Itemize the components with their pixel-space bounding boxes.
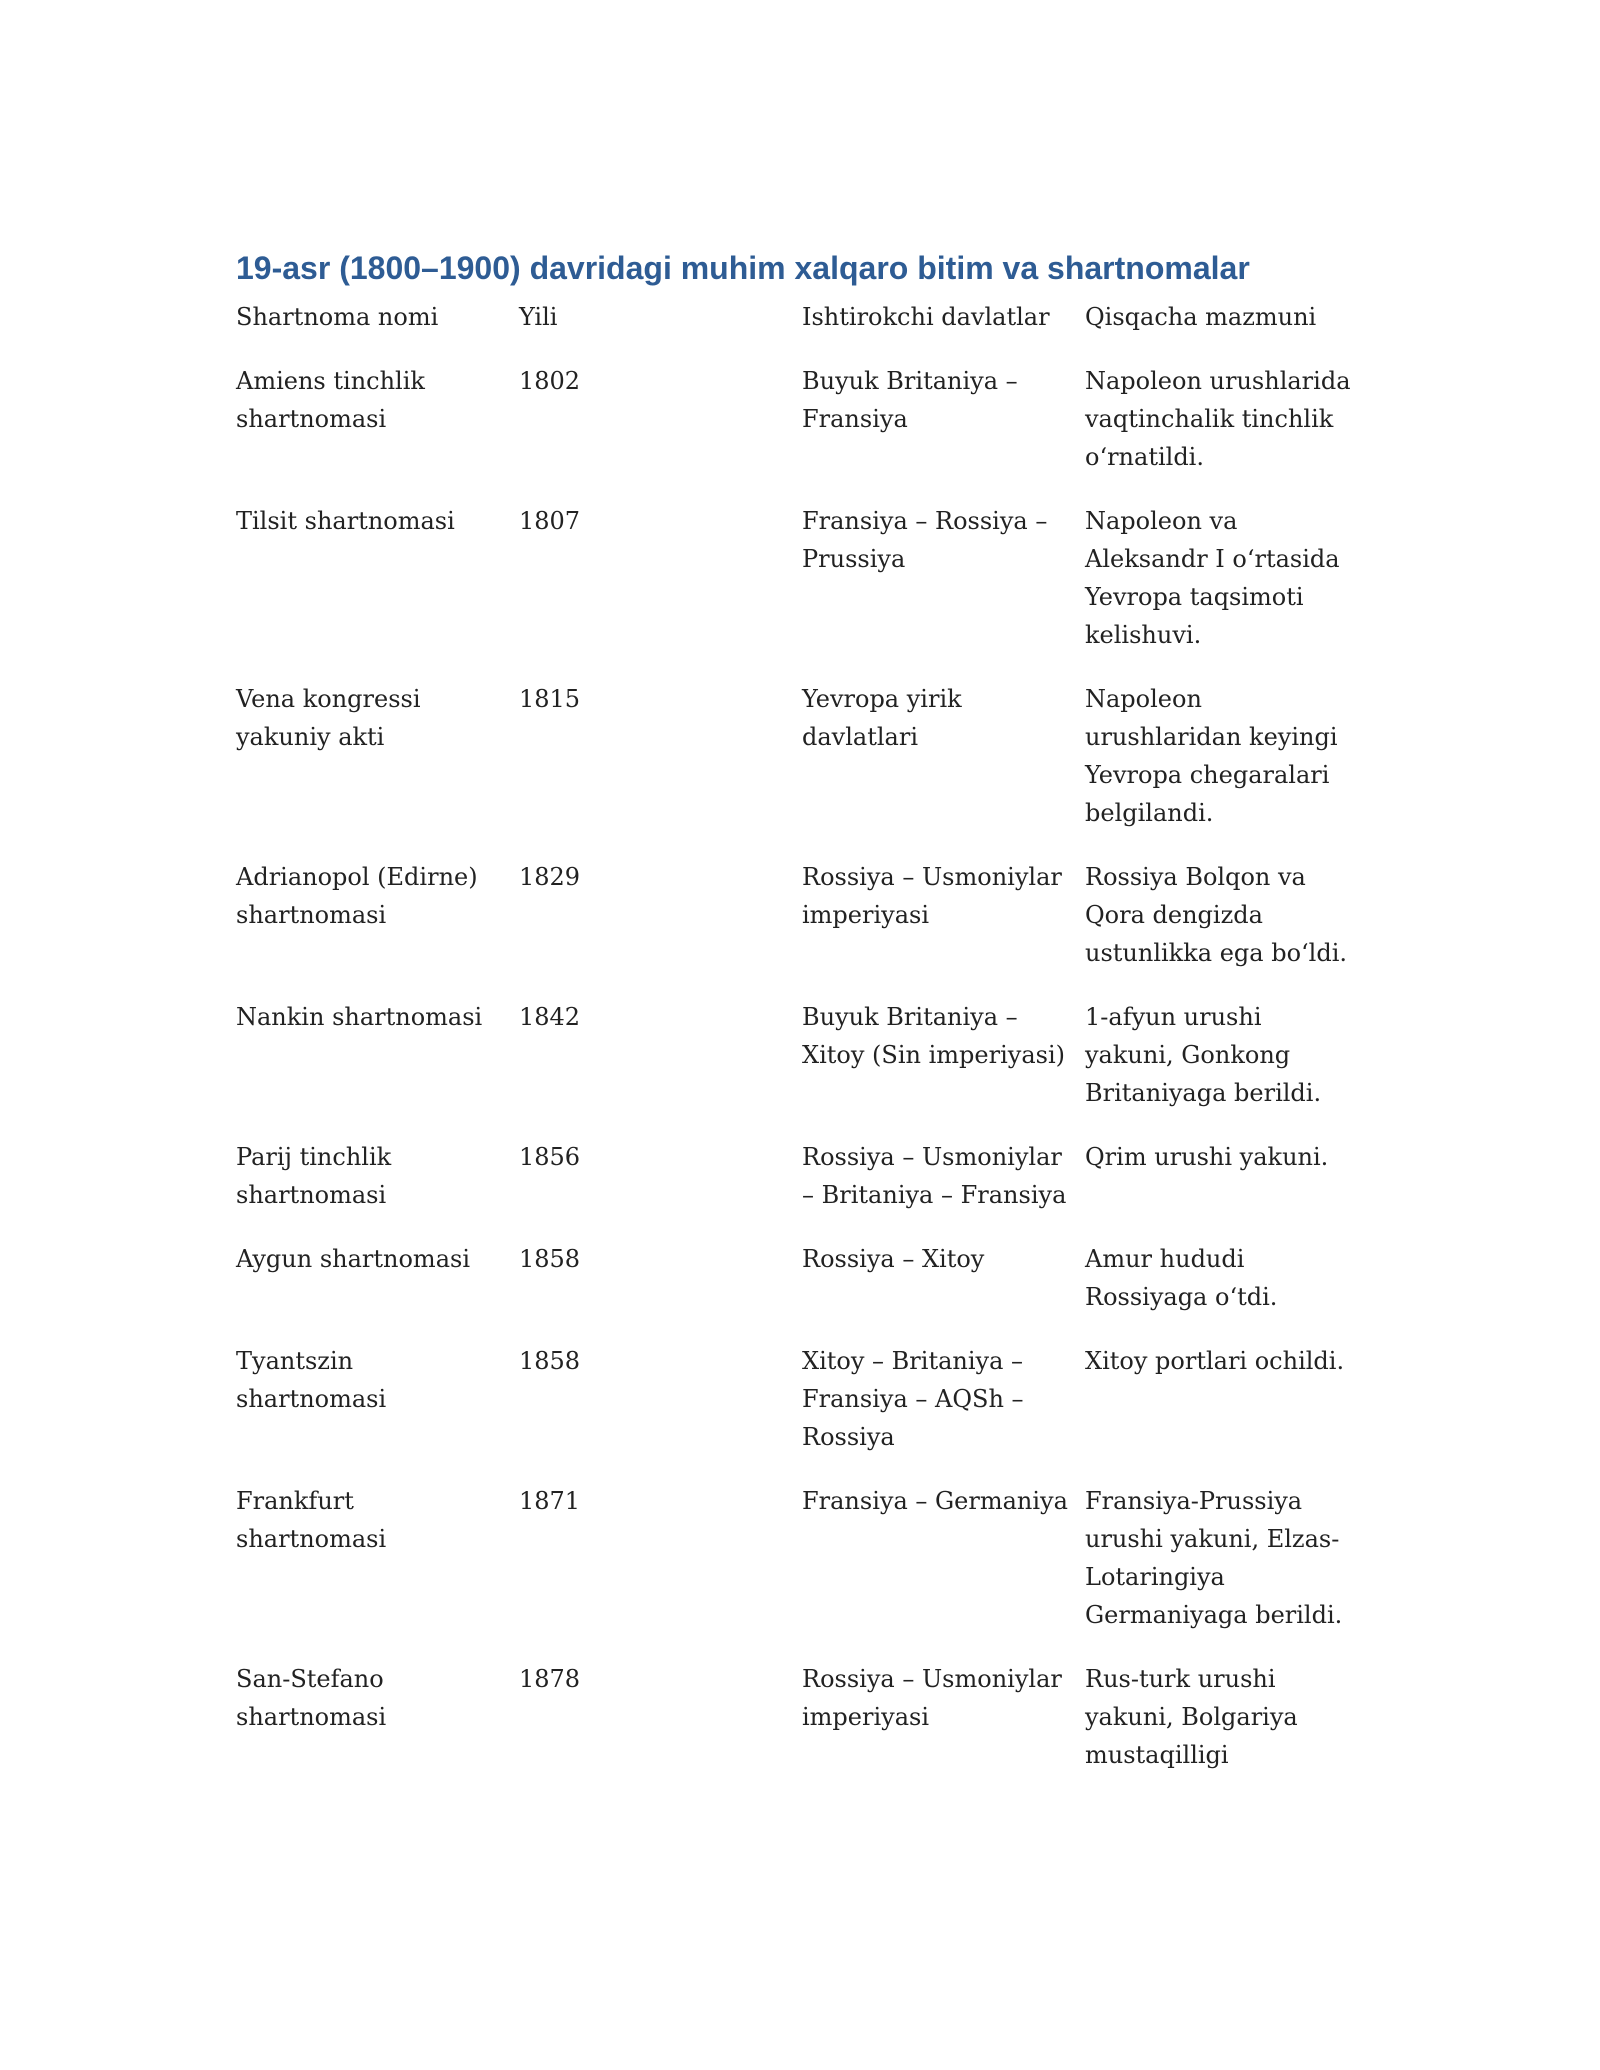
treaty-name-cell-text: Amiens tinchlik shartnomasi [236,367,425,433]
treaty-parties-cell [802,1482,1085,1660]
treaty-name-cell-text: Vena kongressi yakuniy akti [236,685,421,751]
table-row [236,858,1366,998]
treaty-year-cell-text: 1858 [519,1245,581,1273]
treaty-year-cell-text: 1815 [519,685,581,713]
treaty-year-cell-text: 1856 [519,1143,581,1171]
treaty-summary-cell [1085,1240,1366,1342]
treaty-parties-cell [802,1660,1085,1800]
treaty-year-cell [519,680,802,858]
table-row [236,1138,1366,1240]
treaty-name-cell [236,1482,519,1660]
table-body [236,362,1366,1800]
treaty-parties-cell-text: Fransiya – Rossiya – Prussiya [802,507,1048,573]
treaty-name-cell-text: Parij tinchlik shartnomasi [236,1143,392,1209]
treaty-summary-cell-text: Amur hududi Rossiyaga oʻtdi. [1085,1245,1278,1311]
treaty-summary-cell-text: Rus-turk urushi yakuni, Bolgariya mustaqilligi [1085,1665,1298,1769]
treaty-name-cell-text: Tilsit shartnomasi [236,507,455,535]
document-title: 19-asr (1800–1900) davridagi muhim xalqaro bitim va shartnomalar [236,250,1250,286]
treaty-parties-cell-text: Buyuk Britaniya – Fransiya [802,367,1018,433]
treaty-summary-cell-text: Napoleon va Aleksandr I oʻrtasida Yevropa taqsimoti kelishuvi. [1085,507,1340,649]
treaty-parties-cell-text: Rossiya – Usmoniylar imperiyasi [802,1665,1062,1731]
treaty-name-cell [236,1342,519,1482]
treaty-name-cell [236,680,519,858]
treaty-summary-cell-text: Rossiya Bolqon va Qora dengizda ustunlikka ega boʻldi. [1085,863,1347,967]
treaty-year-cell [519,362,802,502]
treaty-name-cell [236,998,519,1138]
treaty-year-cell-text: 1871 [519,1487,581,1515]
treaty-parties-cell-text: Buyuk Britaniya – Xitoy (Sin imperiyasi) [802,1003,1065,1069]
treaty-summary-cell-text: Napoleon urushlaridan keyingi Yevropa chegaralari belgilandi. [1085,685,1338,827]
treaty-parties-cell-text: Fransiya – Germaniya [802,1487,1068,1515]
treaty-summary-cell [1085,680,1366,858]
document-page [236,248,1366,1800]
treaty-parties-cell [802,362,1085,502]
treaty-year-cell [519,1138,802,1240]
header-treaty-name: Shartnoma nomi [236,303,439,331]
table-row [236,362,1366,502]
treaty-parties-cell [802,1240,1085,1342]
treaty-parties-cell-text: Yevropa yirik davlatlari [802,685,962,751]
header-year: Yili [519,303,558,331]
treaty-year-cell-text: 1802 [519,367,581,395]
treaty-parties-cell-text: Xitoy – Britaniya – Fransiya – AQSh – Rossiya [802,1347,1024,1451]
table-row [236,1482,1366,1660]
treaty-summary-cell-text: 1-afyun urushi yakuni, Gonkong Britaniyaga berildi. [1085,1003,1322,1107]
treaty-name-cell-text: Aygun shartnomasi [236,1245,470,1273]
treaty-parties-cell [802,502,1085,680]
treaty-summary-cell [1085,1660,1366,1800]
treaty-name-cell [236,502,519,680]
treaty-name-cell-text: Adrianopol (Edirne) shartnomasi [236,863,478,929]
treaty-summary-cell [1085,1482,1366,1660]
treaty-parties-cell [802,680,1085,858]
treaties-table [236,298,1366,1800]
treaty-name-cell-text: Tyantszin shartnomasi [236,1347,387,1413]
treaty-year-cell [519,502,802,680]
treaty-summary-cell [1085,998,1366,1138]
treaty-summary-cell [1085,1342,1366,1482]
table-row [236,998,1366,1138]
treaty-year-cell [519,1342,802,1482]
treaty-year-cell [519,1240,802,1342]
treaty-summary-cell-text: Fransiya-Prussiya urushi yakuni, Elzas-Lotaringiya Germaniyaga berildi. [1085,1487,1343,1629]
treaty-name-cell-text: Nankin shartnomasi [236,1003,483,1031]
treaty-summary-cell-text: Qrim urushi yakuni. [1085,1143,1329,1171]
table-row [236,1240,1366,1342]
treaty-year-cell-text: 1829 [519,863,581,891]
treaty-name-cell [236,1660,519,1800]
header-summary: Qisqacha mazmuni [1085,303,1317,331]
treaty-parties-cell [802,858,1085,998]
table-header-row [236,298,1366,362]
table-row [236,502,1366,680]
treaty-year-cell-text: 1842 [519,1003,581,1031]
treaty-parties-cell-text: Rossiya – Xitoy [802,1245,985,1273]
treaty-parties-cell [802,1342,1085,1482]
treaty-summary-cell [1085,858,1366,998]
treaty-parties-cell-text: Rossiya – Usmoniylar – Britaniya – Fransiya [802,1143,1067,1209]
treaty-summary-cell-text: Napoleon urushlarida vaqtinchalik tinchlik oʻrnatildi. [1085,367,1351,471]
treaty-parties-cell [802,1138,1085,1240]
treaty-parties-cell [802,998,1085,1138]
treaty-name-cell-text: Frankfurt shartnomasi [236,1487,387,1553]
treaty-year-cell-text: 1858 [519,1347,581,1375]
treaty-summary-cell [1085,1138,1366,1240]
table-row [236,1342,1366,1482]
treaty-name-cell [236,362,519,502]
table-row [236,680,1366,858]
treaty-parties-cell-text: Rossiya – Usmoniylar imperiyasi [802,863,1062,929]
treaty-summary-cell-text: Xitoy portlari ochildi. [1085,1347,1345,1375]
treaty-year-cell [519,1482,802,1660]
treaty-name-cell-text: San-Stefano shartnomasi [236,1665,387,1731]
treaty-name-cell [236,858,519,998]
treaty-name-cell [236,1240,519,1342]
treaty-year-cell-text: 1878 [519,1665,581,1693]
treaty-year-cell-text: 1807 [519,507,581,535]
treaty-summary-cell [1085,502,1366,680]
table-row [236,1660,1366,1800]
treaty-year-cell [519,1660,802,1800]
treaty-summary-cell [1085,362,1366,502]
treaty-year-cell [519,858,802,998]
treaty-year-cell [519,998,802,1138]
treaty-name-cell [236,1138,519,1240]
header-parties: Ishtirokchi davlatlar [802,303,1050,331]
